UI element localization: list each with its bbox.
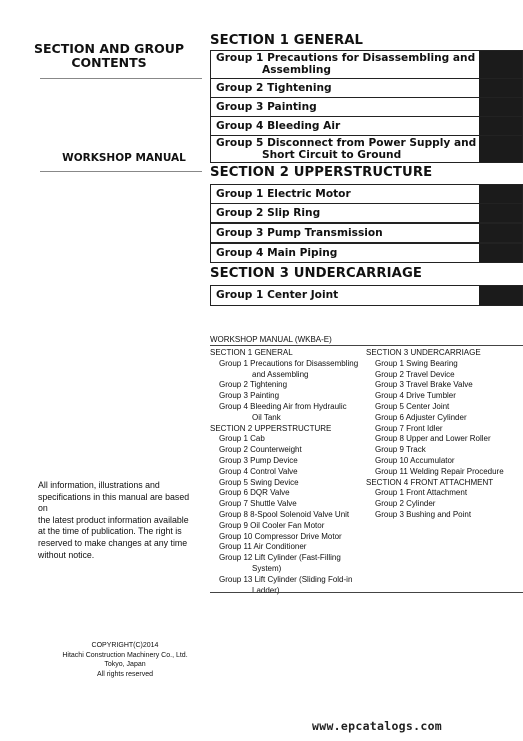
toc-section-entry: SECTION 2 UPPERSTRUCTURE (210, 423, 332, 433)
toc-group-entry: Group 4 Control Valve (219, 466, 298, 476)
toc-group-entry: Group 2 Tightening (219, 380, 288, 390)
copyright-notice: COPYRIGHT(C)2014 Hitachi Construction Machinery Co., Ltd. Tokyo, Japan All rights reserved (62, 642, 188, 678)
toc-group-entry: Group 9 Oil Cooler Fan Motor (219, 520, 325, 530)
group-label: Group 4 Bleeding Air (216, 120, 341, 132)
group-row[interactable] (210, 116, 523, 136)
toc-group-entry: and Assembling (252, 369, 309, 379)
toc-group-entry: Group 1 Swing Bearing (375, 358, 458, 368)
toc-section-entry: SECTION 1 GENERAL (210, 348, 293, 357)
divider (210, 592, 523, 593)
toc-section-entry: SECTION 4 FRONT ATTACHMENT (366, 477, 494, 487)
divider (40, 78, 202, 79)
group-tab (479, 244, 522, 262)
toc-group-entry: Group 4 Bleeding Air from Hydraulic (219, 401, 347, 411)
group-tab (479, 286, 522, 305)
group-tab (479, 117, 522, 135)
group-row[interactable] (210, 50, 523, 79)
group-label: Group 3 Painting (216, 101, 317, 113)
divider (40, 171, 202, 172)
group-tab (479, 51, 522, 78)
section-title: SECTION 3 UNDERCARRIAGE (210, 266, 422, 281)
group-label: Group 4 Main Piping (216, 247, 338, 259)
group-row[interactable] (210, 184, 523, 204)
toc-group-entry: Group 12 Lift Cylinder (Fast-Filling (219, 553, 341, 563)
group-tab (479, 136, 522, 162)
toc-heading: WORKSHOP MANUAL (WKBA-E) (210, 335, 332, 344)
group-label: Group 5 Disconnect from Power Supply and Short Circuit to Ground (216, 137, 477, 161)
divider (210, 345, 523, 346)
toc-group-entry: Group 11 Air Conditioner (219, 542, 307, 552)
toc-group-entry: Oil Tank (252, 412, 281, 422)
toc-group-entry: Group 2 Travel Device (375, 369, 455, 379)
group-label: Group 1 Center Joint (216, 289, 339, 301)
watermark: www.epcatalogs.com (312, 719, 443, 733)
group-tab (479, 185, 522, 203)
manual-type-label: WORKSHOP MANUAL (62, 152, 186, 164)
group-label: Group 1 Electric Motor (216, 188, 351, 200)
group-row[interactable] (210, 97, 523, 117)
toc-group-entry: System) (252, 563, 282, 573)
left-column (0, 0, 203, 741)
group-row[interactable] (210, 243, 523, 263)
toc-group-entry: Group 1 Precautions for Disassembling (219, 358, 359, 368)
toc-column-right (366, 348, 504, 521)
toc-group-entry: Group 8 8-Spool Solenoid Valve Unit (219, 509, 350, 519)
group-row[interactable] (210, 223, 523, 243)
section-title: SECTION 2 UPPERSTRUCTURE (210, 165, 433, 180)
toc-group-entry: Group 10 Compressor Drive Motor (219, 531, 342, 541)
toc-group-entry: Group 5 Swing Device (219, 477, 299, 487)
toc-group-entry: Group 4 Drive Tumbler (375, 391, 456, 401)
toc-group-entry: Group 1 Cab (219, 434, 265, 444)
group-tab (479, 224, 522, 242)
toc-group-entry: Group 13 Lift Cylinder (Sliding Fold-in (219, 574, 353, 584)
toc-group-entry: Group 6 Adjuster Cylinder (375, 412, 467, 422)
toc-group-entry: Group 3 Bushing and Point (375, 509, 472, 519)
toc-group-entry: Group 6 DQR Valve (219, 488, 290, 498)
group-row[interactable] (210, 135, 523, 163)
toc-group-entry: Group 5 Center Joint (375, 401, 450, 411)
toc-group-entry: Group 3 Pump Device (219, 455, 298, 465)
toc-column-left (210, 348, 358, 596)
group-tab (479, 79, 522, 97)
toc-group-entry: Group 8 Upper and Lower Roller (375, 434, 491, 444)
toc-group-entry: Group 7 Front Idler (375, 423, 443, 433)
toc-section-entry: SECTION 3 UNDERCARRIAGE (366, 348, 481, 357)
group-label: Group 2 Slip Ring (216, 207, 321, 219)
group-label: Group 2 Tightening (216, 82, 332, 94)
toc-group-entry: Group 9 Track (375, 445, 426, 455)
group-row[interactable] (210, 78, 523, 98)
group-row[interactable] (210, 203, 523, 223)
document-title: SECTION AND GROUP CONTENTS (33, 41, 185, 70)
toc-group-entry: Group 11 Welding Repair Procedure (375, 466, 504, 476)
disclaimer-text: All information, illustrations and specifications in this manual are based on the latest product information available at the time of publication. The right is reserved to make changes at any time without notice. (38, 480, 190, 560)
group-tab (479, 98, 522, 116)
toc-group-entry: Group 3 Travel Brake Valve (375, 380, 473, 390)
toc-group-entry: Group 1 Front Attachment (375, 488, 468, 498)
group-tab (479, 204, 522, 222)
toc-group-entry: Group 7 Shuttle Valve (219, 499, 297, 509)
toc-group-entry: Group 2 Cylinder (375, 499, 436, 509)
toc-group-entry: Group 10 Accumulator (375, 455, 455, 465)
toc-group-entry: Group 3 Painting (219, 391, 280, 401)
group-row[interactable] (210, 285, 523, 306)
section-title: SECTION 1 GENERAL (210, 33, 364, 48)
group-label: Group 3 Pump Transmission (216, 227, 383, 239)
toc-group-entry: Group 2 Counterweight (219, 445, 302, 455)
toc-group-entry: Ladder) (252, 585, 280, 595)
group-label: Group 1 Precautions for Disassembling and Assembling (216, 52, 476, 76)
